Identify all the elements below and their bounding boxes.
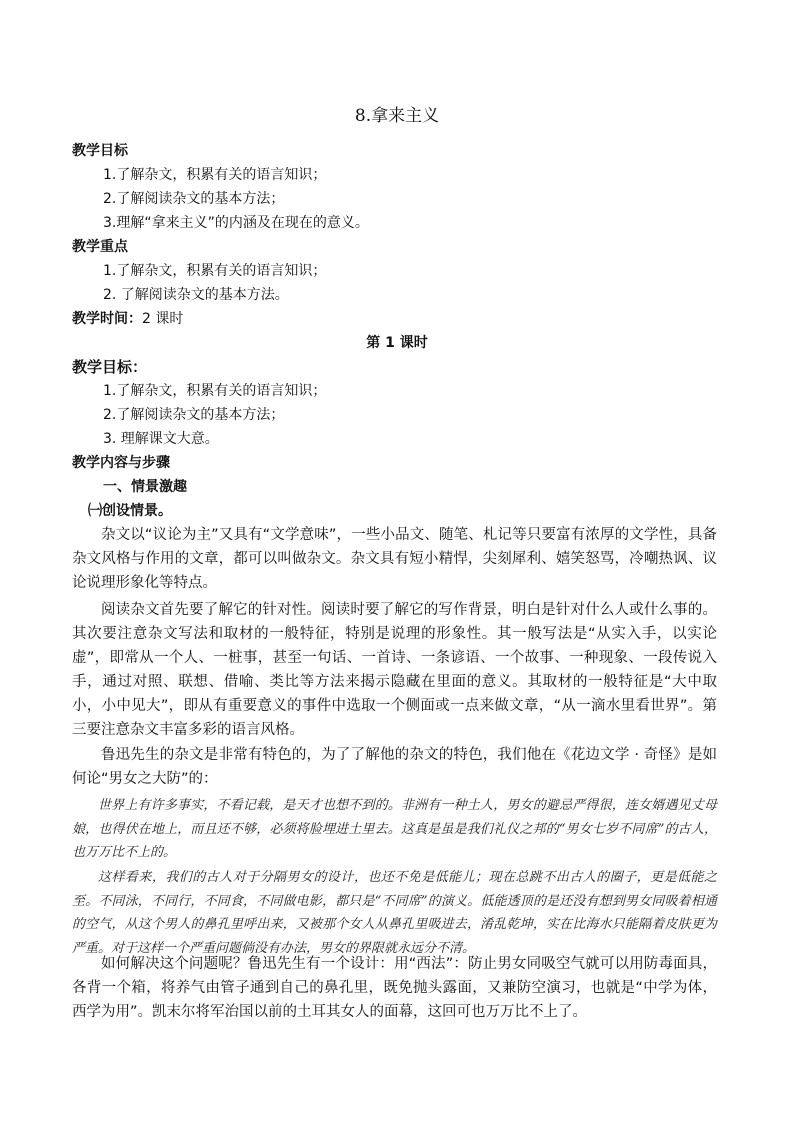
body-paragraph: 鲁迅先生的杂文是非常有特色的，为了了解他的杂文的特色，我们他在《花边文学 · 奇怪》是如何论“男女之大防”的：: [72, 747, 717, 787]
body-paragraph: 如何解决这个问题呢？鲁迅先生有一个设计：用“西法”：防止男女同吸空气就可以用防毒面具，各背一个箱，将养气由管子通到自己的鼻孔里，既免抛头露面，又兼防空演习，也就是“中学为体，西学为用”。凯末尔将军治国以前的土耳其女人的面幕，这回可也万万比不上了。: [72, 956, 717, 1020]
document-title: 8.拿来主义: [354, 106, 440, 126]
goals-item: 2.了解阅读杂文的基本方法；: [103, 191, 285, 207]
body-paragraph: 杂文以“议论为主”又具有“文学意味”，一些小品文、随笔、札记等只要富有浓厚的文学性，具备杂文风格与作用的文章，都可以叫做杂文。杂文具有短小精悍，尖刻犀利、嬉笑怒骂，冷嘲热讽、议论说理形象化等特点。: [72, 527, 717, 591]
lesson-goals-item: 1.了解杂文，积累有关的语言知识；: [103, 383, 327, 399]
subsection-heading: ㈠创设情景。: [88, 503, 172, 519]
section-heading: 一、情景激趣: [103, 479, 187, 495]
goals-heading: 教学目标: [72, 143, 128, 159]
focus-heading: 教学重点: [72, 239, 128, 255]
lesson-goals-heading: 教学目标：: [72, 358, 148, 376]
goals-item: 1.了解杂文，积累有关的语言知识；: [103, 167, 327, 183]
lesson-goals-item: 2.了解阅读杂文的基本方法；: [103, 407, 285, 423]
goals-item: 3.理解“拿来主义”的内涵及在现在的意义。: [103, 215, 369, 231]
quote-paragraph: 这样看来，我们的古人对于分隔男女的设计，也还不免是低能儿；现在总跳不出古人的圈子，更是低能之至。不同泳，不同行，不同食，不同做电影，都只是“不同席”的演义。低能透顶的是还没有想到男女同吸着相通的空气，从这个男人的鼻孔里呼出来，又被那个女人从鼻孔里吸进去，淆乱乾坤，实在比海水只能隔着皮肤更为严重。对于这样一个严重问题倘没有办法，男女的界限就永远分不清。: [72, 870, 717, 956]
teaching-time-label: 教学时间：: [72, 311, 142, 327]
focus-item: 2. 了解阅读杂文的基本方法。: [103, 287, 289, 303]
teaching-time: [72, 309, 183, 329]
lesson-heading: 第 1 课时: [366, 335, 428, 351]
lesson-goals-item: 3. 理解课文大意。: [103, 431, 219, 447]
quote-paragraph: 世界上有许多事实，不看记载，是天才也想不到的。非洲有一种土人，男女的避忌严得很，连女婿遇见丈母娘，也得伏在地上，而且还不够，必须将脸埋进土里去。这真是虽是我们礼仪之邦的“男女七岁不同席”的古人，也万万比不上的。: [72, 798, 717, 860]
body-paragraph: 阅读杂文首先要了解它的针对性。阅读时要了解它的写作背景，明白是针对什么人或什么事的。其次要注意杂文写法和取材的一般特征，特别是说理的形象性。其一般写法是“从实入手，以实论虚”，即常从一个人、一桩事，甚至一句话、一首诗、一条谚语、一个故事、一种现象、一段传说入手，通过对照、联想、借喻、类比等方法来揭示隐藏在里面的意义。其取材的一般特征是“大中取小，小中见大”，即从有重要意义的事件中选取一个侧面或一点来做文章，“从一滴水里看世界”。第三要注意杂文丰富多彩的语言风格。: [72, 602, 717, 738]
teaching-time-value: 2 课时: [142, 311, 184, 327]
focus-item: 1.了解杂文，积累有关的语言知识；: [103, 263, 327, 279]
steps-heading: 教学内容与步骤: [72, 455, 170, 471]
